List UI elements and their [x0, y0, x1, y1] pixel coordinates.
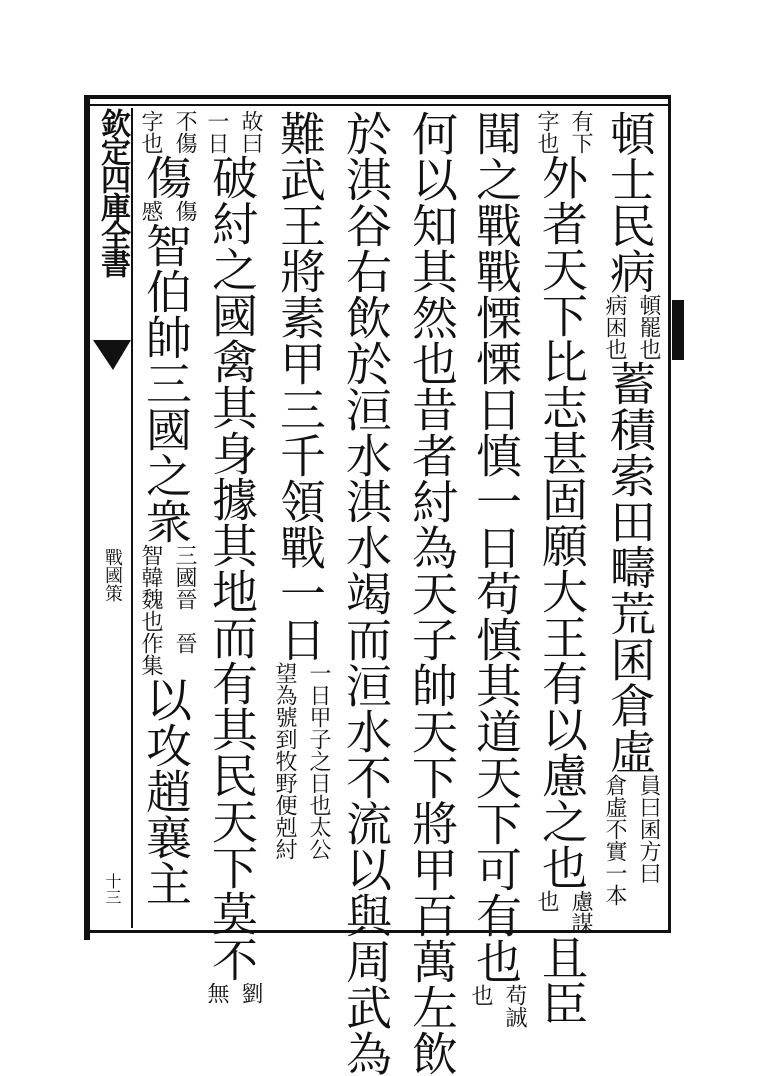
annotation-right: 頓罷也	[636, 294, 661, 360]
annotation-pair	[528, 890, 596, 934]
volume-title: 戰國策	[102, 548, 123, 602]
text-column-7	[198, 110, 266, 1004]
annotation-pair	[132, 632, 200, 676]
main-text: 難武王將素甲三千領戰一日	[273, 110, 327, 662]
text-column-3	[462, 110, 530, 1028]
annotation-left: 智韓魏也	[138, 544, 163, 632]
main-text: 頓士民病	[603, 110, 657, 294]
annotation-pair	[198, 110, 266, 154]
main-text: 外者天下比志甚固願大王有以慮之也	[535, 154, 589, 890]
annotation-pair	[132, 200, 200, 222]
main-text: 以攻趙襄主	[139, 676, 193, 906]
annotation-left: 慼	[138, 200, 163, 222]
frame-top-border	[84, 95, 670, 99]
main-text: 破紂之國禽其身據其地而有其民天下莫不	[205, 154, 259, 982]
annotation-pair	[198, 982, 266, 1004]
annotation-right: 晉	[172, 632, 197, 654]
annotation-right: 三國晉	[172, 544, 197, 610]
annotation-right: 苟誠	[502, 984, 527, 1028]
main-text: 智伯帥三國之衆	[139, 222, 193, 544]
text-column-4	[398, 110, 466, 1076]
annotation-left: 無	[204, 982, 229, 1004]
annotation-pair	[132, 544, 200, 632]
fish-tail-mark	[93, 340, 131, 370]
annotation-left: 也	[468, 984, 493, 1006]
annotation-left: 望為號到牧野便剋紂	[272, 662, 297, 860]
main-text: 聞之戰戰慄慄日慎一日苟慎其道天下可有也	[469, 110, 523, 984]
annotation-right: 員曰囷方曰	[636, 774, 661, 884]
annotation-left: 病困也	[602, 294, 627, 360]
annotation-pair	[266, 662, 334, 860]
text-column-5	[332, 110, 400, 1076]
annotation-pair	[596, 294, 664, 360]
frame-left-border	[84, 95, 90, 940]
page-number: 十三	[103, 873, 122, 905]
annotation-pair	[528, 110, 596, 154]
main-text: 何以知其然也昔者紂為天子帥天下將甲百萬左飲	[405, 110, 459, 1076]
text-column-6	[266, 110, 334, 930]
annotation-pair	[596, 774, 664, 906]
main-text: 且臣	[535, 934, 589, 1026]
annotation-left: 作集	[138, 632, 163, 676]
block-heart-margin	[93, 108, 133, 928]
annotation-pair	[462, 984, 530, 1028]
annotation-right: 一日甲子之日也太公	[306, 662, 331, 860]
main-text: 蓄積索田疇荒囷倉虛	[603, 360, 657, 774]
annotation-right: 故曰	[238, 110, 263, 154]
frame-right-border	[668, 95, 671, 933]
main-text: 於淇谷右飲於洹水淇水竭而洹水不流以與周武為	[339, 110, 393, 1076]
frame-top-inner-border	[84, 104, 670, 106]
text-column-2	[528, 110, 596, 1026]
text-column-8	[132, 110, 200, 930]
annotation-right: 不傷	[172, 110, 197, 154]
annotation-left: 也	[534, 890, 559, 912]
annotation-right: 傷	[172, 200, 197, 222]
annotation-right: 劉	[238, 982, 263, 1004]
main-text: 傷	[139, 154, 193, 200]
page-edge-mark	[672, 300, 684, 360]
text-column-1	[596, 110, 664, 930]
annotation-pair	[132, 110, 200, 154]
annotation-left: 字也	[534, 110, 559, 154]
annotation-left: 一日	[204, 110, 229, 154]
book-title: 欽定四庫全書	[95, 108, 130, 276]
annotation-left: 字也	[138, 110, 163, 154]
annotation-right: 慮謀	[568, 890, 593, 934]
annotation-left: 倉虛不實一本	[602, 774, 627, 906]
annotation-right: 有下	[568, 110, 593, 154]
